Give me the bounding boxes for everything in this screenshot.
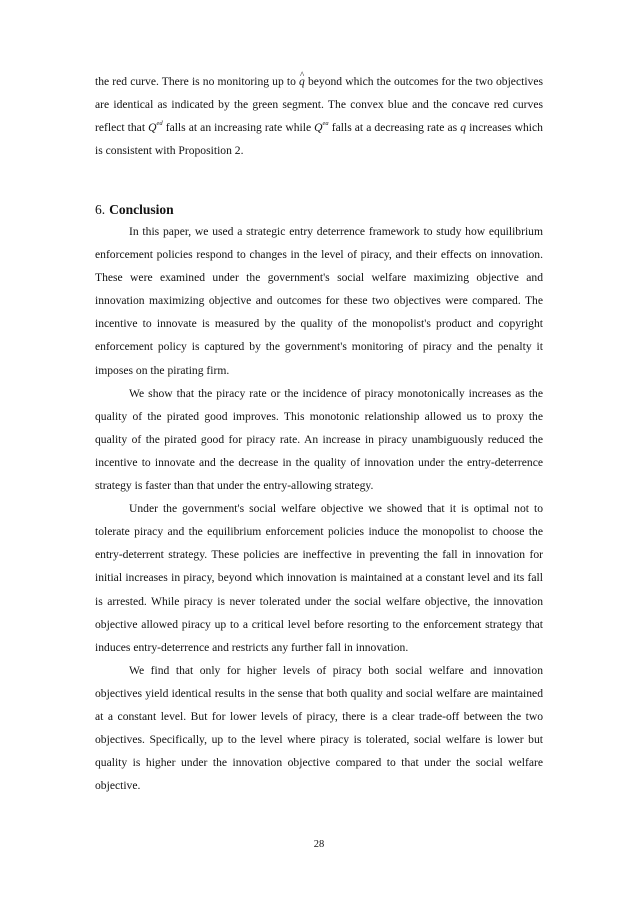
q-symbol: q: [460, 121, 467, 135]
page-number: 28: [313, 839, 325, 850]
section-title: Conclusion: [109, 202, 174, 217]
paragraph-2: We show that the piracy rate or the incidence of piracy monotonically increases as the quality of the pirated good improves. This monotonic relationship allowed us to proxy the quality of the pirated good for piracy rate. An increase in piracy unambiguously reduced the incentive to innovate and the decrease in the quality of innovation under the entry-deterrence strategy is faster than that under the entry-allowing strategy.: [95, 386, 543, 493]
paragraph-1: In this paper, we used a strategic entry deterrence framework to study how equilibrium enforcement policies respond to changes in the level of piracy, and their effects on innovation. These were examined under the government's social welfare maximizing objective and innovation maximizing objective and outcomes for these two objectives were compared. The incentive to innovate is measured by the quality of the monopolist's product and copyright enforcement policy is captured by the government's monitoring of piracy and the penalty it imposes on the pirating firm.: [95, 225, 543, 377]
q-hat-symbol: ^ q: [299, 70, 305, 93]
paragraph-4: We find that only for higher levels of piracy both social welfare and innovation objectives yield identical results in the sense that both quality and social welfare are maintained at a constant level. But for lower levels of piracy, there is a clear trade-off between the two objectives. Specifically, up to the level where piracy is tolerated, social welfare is lower but quality is higher under the innovation objective compared to that under the social welfare objective.: [95, 663, 543, 793]
intro-text-5: increases which is consistent with Proposition 2.: [95, 121, 543, 158]
section-number: 6.: [95, 202, 106, 217]
paragraph-3: Under the government's social welfare objective we showed that it is optimal not to tolerate piracy and the equilibrium enforcement policies induce the monopolist to choose the entry-deterrent strategy. These policies are ineffective in preventing the fall in innovation for initial increases in piracy, beyond which innovation is maintained at a constant level and its fall is arrested. While piracy is never tolerated under the social welfare objective, the innovation objective allowed piracy up to a critical level before resorting to the enforcement strategy that induces entry-deterrence and restricts any further fall in innovation.: [95, 502, 543, 654]
intro-text-3: falls at an increasing rate while: [162, 121, 315, 135]
Q-symbol-2: Q: [314, 121, 323, 135]
section-heading: [95, 200, 174, 220]
Q-superscript-ed: ed: [156, 120, 163, 128]
conclusion-body: [95, 220, 543, 797]
intro-paragraph: [95, 70, 543, 162]
Q-symbol-1: Q: [148, 121, 157, 135]
intro-text-2: beyond which the outcomes for the two objectives are identical as indicated by the green segment. The convex blue and the concave red curves reflect that: [95, 75, 543, 135]
Q-superscript-ea: ea: [322, 120, 329, 128]
intro-text-1: the red curve. There is no monitoring up to: [95, 75, 300, 88]
intro-text-4: falls at a decreasing rate as: [328, 121, 461, 135]
